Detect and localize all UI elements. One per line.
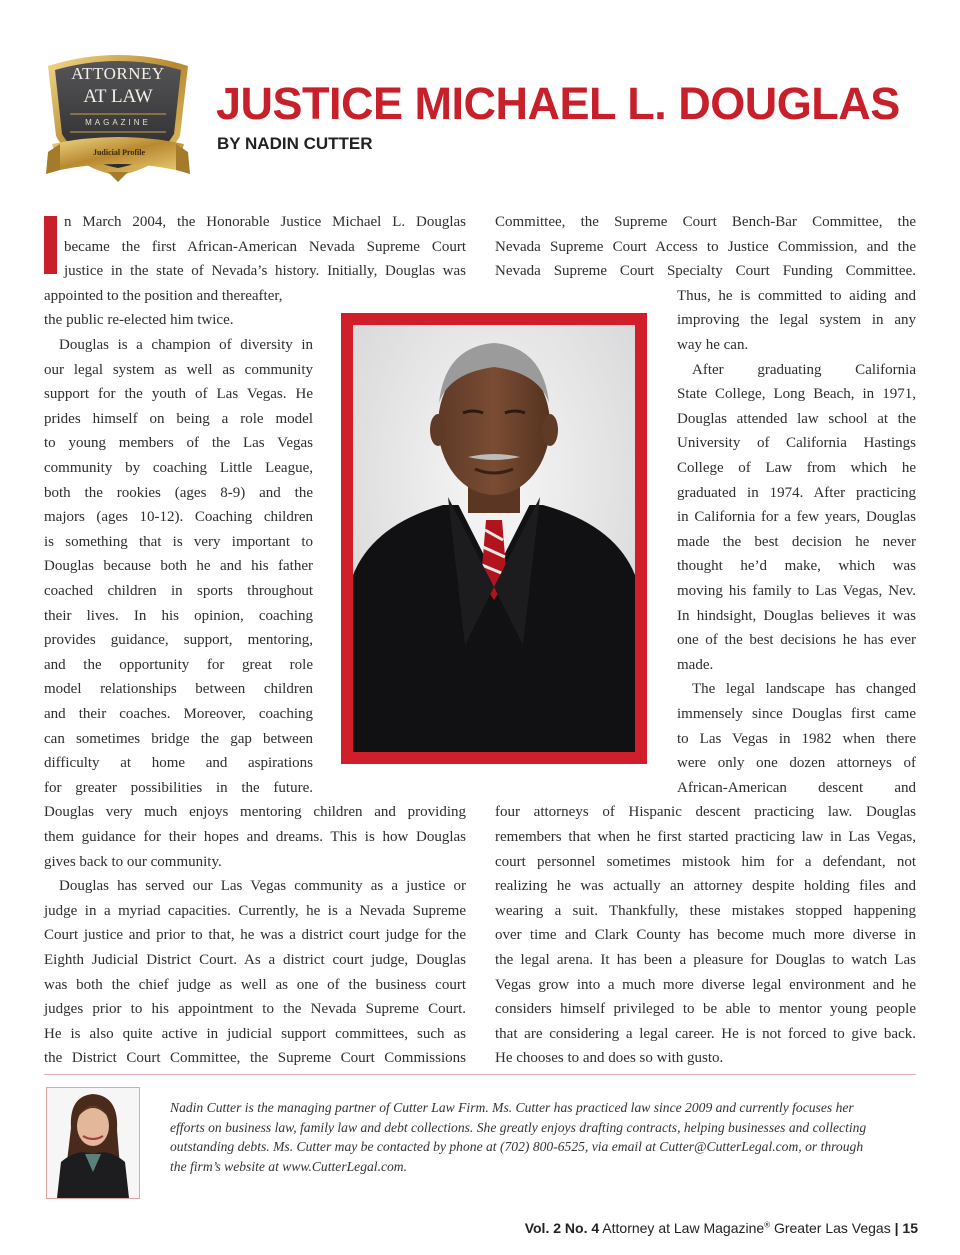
text-line: Nevada Supreme Court Access to Justice Commission, and the: [495, 238, 916, 255]
text-line: Thus, he is committed to aiding and: [677, 287, 916, 304]
text-line: moving his family to Las Vegas, Nev.: [677, 583, 916, 599]
text-line: way he can.: [677, 337, 749, 353]
text-line: wearing a suit. Thankfully, these mistakes stopped happening: [495, 902, 916, 919]
text-line: four attorneys of Hispanic descent practicing law. Douglas: [495, 804, 916, 821]
page-footer: [525, 1220, 918, 1236]
text-line: their lives. In his opinion, coaching: [44, 607, 313, 624]
text-line: coached children in sports throughout: [44, 583, 313, 599]
text-line: Vegas grow into a much more diverse legal environment and he: [495, 976, 916, 993]
text-line: improving the legal system in any: [677, 312, 916, 329]
text-line: community by coaching Little League,: [44, 460, 313, 476]
text-line: After graduating California: [692, 361, 916, 378]
text-line: the public re-elected him twice.: [44, 312, 234, 329]
text-line: Douglas very much enjoys mentoring children and providing: [44, 804, 466, 821]
text-line: prides himself on being a role model: [44, 410, 313, 427]
judge-portrait-illustration: [353, 325, 635, 752]
text-line: He is also quite active in judicial support committees, such as: [44, 1025, 466, 1042]
text-line: were only one dozen attorneys of: [677, 755, 916, 772]
text-line: Douglas is a champion of diversity in: [59, 337, 313, 353]
text-line: Eighth Judicial District Court. As a district court judge, Douglas: [44, 952, 466, 968]
footer-magazine: Attorney at Law Magazine: [602, 1220, 765, 1236]
footer-separator: |: [894, 1220, 899, 1236]
text-line: to Las Vegas in 1982 when there: [677, 730, 916, 747]
text-line: African-American descent and: [677, 779, 916, 796]
text-line: support for the youth of Las Vegas. He: [44, 386, 313, 403]
text-line: Douglas attended law school at the: [677, 410, 916, 427]
author-portrait-illustration: [47, 1088, 139, 1198]
text-line: our legal system as well as community: [44, 361, 313, 378]
text-line: judges prior to his appointment to the Nevada Supreme Court.: [44, 1001, 466, 1018]
text-line: immensely since Douglas first came: [677, 706, 916, 722]
text-line: justice in the state of Nevada’s history. Initially, Douglas was: [64, 263, 466, 280]
text-line: In hindsight, Douglas believes it was: [677, 607, 916, 624]
text-line: is something that is very important to: [44, 533, 313, 550]
text-line: and their coaches. Moreover, coaching: [44, 706, 313, 722]
text-line: Committee, the Supreme Court Bench-Bar Committee, the: [495, 214, 916, 230]
bio-line: the firm’s website at www.CutterLegal.com.: [170, 1158, 408, 1174]
text-line: difficulty at home and aspirations: [44, 755, 313, 772]
text-line: made.: [677, 656, 714, 673]
text-line: gives back to our community.: [44, 853, 222, 870]
text-line: provides guidance, support, mentoring,: [44, 632, 313, 649]
text-line: realizing he was actually an attorney despite holding files and: [495, 878, 916, 895]
article-byline: BY NADIN CUTTER: [217, 134, 373, 153]
text-line: appointed to the position and thereafter,: [44, 287, 283, 304]
text-line: State College, Long Beach, in 1971,: [677, 386, 916, 403]
article-title: JUSTICE MICHAEL L. DOUGLAS: [216, 78, 900, 129]
badge-ribbon: Judicial Profile: [92, 148, 146, 157]
text-line: Douglas has served our Las Vegas community as a justice or: [59, 878, 466, 895]
text-line: both the rookies (ages 8-9) and the: [44, 484, 313, 501]
bio-line: efforts on business law, family law and debt collections. She greatly enjoys drafting contracts, helping businesses and collecting: [170, 1119, 867, 1135]
text-line: Douglas because both he and his father: [44, 558, 313, 575]
text-line: majors (ages 10-12). Coaching children: [44, 509, 313, 526]
text-line: model relationships between children: [44, 681, 313, 698]
footer-vol-label: Vol.: [524, 1220, 550, 1236]
text-line: judge in a myriad capacities. Currently, he is a Nevada Supreme: [44, 902, 466, 919]
footer-region: Greater Las Vegas: [773, 1220, 891, 1236]
portrait-photo: [341, 313, 647, 764]
text-line: to young members of the Las Vegas: [44, 435, 313, 452]
text-line: court personnel sometimes mistook him for a defendant, not: [495, 853, 916, 870]
text-line: can sometimes bridge the gap between: [44, 730, 313, 747]
text-line: College of Law from which he: [677, 460, 916, 476]
badge-line-2: AT LAW: [83, 86, 153, 107]
bio-divider: [44, 1074, 916, 1075]
magazine-badge-logo: [44, 48, 192, 188]
text-line: them guidance for their hopes and dreams. This is how Douglas: [44, 829, 466, 845]
text-line: thought he’d make, which was: [677, 558, 916, 575]
text-line: in California for a few years, Douglas: [677, 509, 916, 526]
text-line: considers himself privileged to be able to mentor young people: [495, 1001, 916, 1018]
footer-no-label: No.: [564, 1220, 588, 1236]
bio-line: Nadin Cutter is the managing partner of Cutter Law Firm. Ms. Cutter has practiced law since 2009 and currently focuses her: [170, 1100, 854, 1115]
footer-vol: 2: [553, 1220, 562, 1236]
badge-magazine: MAGAZINE: [85, 118, 151, 127]
text-line: University of California Hastings: [677, 435, 916, 452]
text-line: Nevada Supreme Court Specialty Court Funding Committee.: [495, 263, 916, 280]
bio-line: outstanding debts. Ms. Cutter may be contacted by phone at (702) 800-6525, via email at Cutter@CutterLegal.com, or through: [170, 1139, 864, 1155]
text-line: that are considering a legal career. He is not forced to give back.: [495, 1025, 916, 1042]
footer-page-number: 15: [902, 1220, 918, 1236]
text-line: The legal landscape has changed: [692, 681, 916, 698]
drop-cap-i: [44, 216, 57, 274]
text-line: for greater possibilities in the future.: [44, 779, 313, 796]
text-line: and the opportunity for great role: [44, 656, 313, 673]
text-line: over time and Clark County has become much more diverse in: [495, 927, 916, 944]
text-line: Court justice and prior to that, he was a district court judge for the: [44, 927, 466, 944]
text-line: one of the best decisions he has ever: [677, 632, 916, 649]
text-line: graduated in 1974. After practicing: [677, 484, 916, 501]
text-line: made the best decision he never: [677, 533, 916, 550]
text-line: the District Court Committee, the Supreme Court Commissions: [44, 1050, 466, 1067]
text-line: was both the chief judge as well as one of the business court: [44, 976, 466, 993]
text-line: the legal arena. It has been a pleasure for Douglas to watch Las: [495, 952, 916, 968]
text-line: He chooses to and does so with gusto.: [495, 1050, 724, 1067]
author-portrait-photo: [46, 1087, 140, 1199]
text-line: became the first African-American Nevada Supreme Court: [64, 238, 466, 255]
footer-registered-mark: ®: [764, 1220, 771, 1230]
text-line: n March 2004, the Honorable Justice Michael L. Douglas: [64, 214, 466, 230]
text-line: remembers that when he first started practicing law in Las Vegas,: [495, 829, 916, 845]
footer-no: 4: [591, 1220, 600, 1236]
badge-line-1: ATTORNEY: [71, 64, 165, 83]
